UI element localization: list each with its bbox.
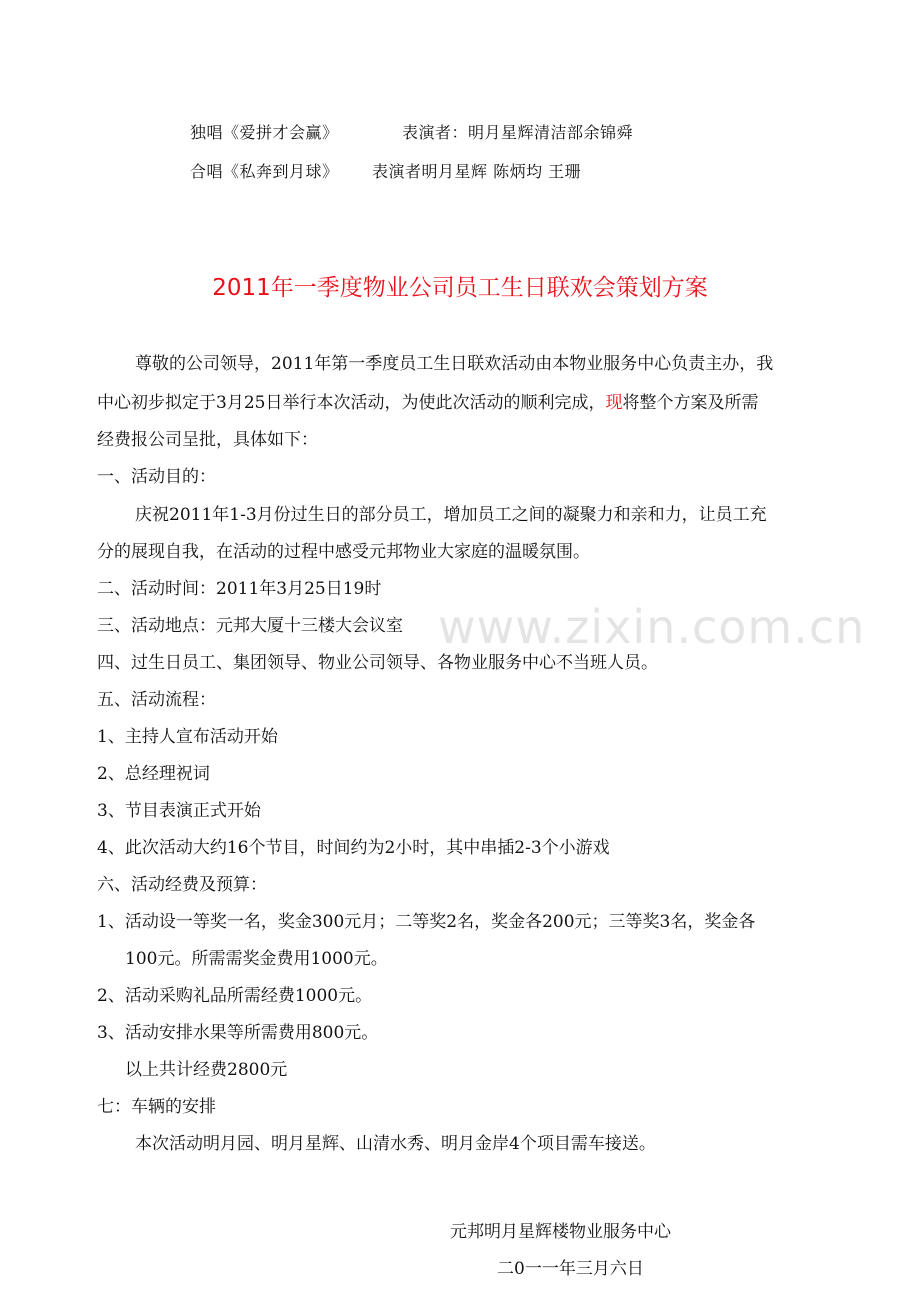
budget-item-1-line-1: 1、活动设一等奖一名，奖金300元月；二等奖2名，奖金各200元；三等奖3名，奖金各 (97, 912, 756, 932)
watermark: www.zixin.com.cn (438, 600, 866, 654)
section-attendees: 四、过生日员工、集团领导、物业公司领导、各物业服务中心不当班人员。 (97, 653, 658, 673)
section-time: 二、活动时间：2011年3月25日19时 (97, 579, 382, 599)
program-item-2-name: 合唱《私奔到月球》 (190, 162, 339, 181)
page-title: 2011年一季度物业公司员工生日联欢会策划方案 (212, 275, 708, 301)
section-flow-heading: 五、活动流程： (97, 690, 216, 710)
intro-line-1: 尊敬的公司领导，2011年第一季度员工生日联欢活动由本物业服务中心负责主办，我 (135, 354, 774, 374)
program-item-1-name: 独唱《爱拼才会赢》 (190, 123, 339, 142)
budget-total: 以上共计经费2800元 (125, 1060, 288, 1080)
program-item-1-performer: 表演者：明月星辉清洁部余锦舜 (402, 123, 634, 142)
intro-line-3: 经费报公司呈批，具体如下： (97, 430, 318, 450)
section-place: 三、活动地点：元邦大厦十三楼大会议室 (97, 616, 403, 636)
flow-item: 2、总经理祝词 (97, 764, 210, 784)
program-item-2-performer: 表演者明月星辉 陈炳均 王珊 (372, 162, 582, 181)
flow-item: 4、此次活动大约16个节目，时间约为2小时，其中串插2-3个小游戏 (97, 838, 610, 858)
purpose-line-2: 分的展现自我，在活动的过程中感受元邦物业大家庭的温暖氛围。 (97, 542, 590, 562)
budget-item-2: 2、活动采购礼品所需经费1000元。 (97, 986, 373, 1006)
intro-line-2-rest: 将整个方案及所需 (622, 393, 759, 413)
purpose-line-1: 庆祝2011年1-3月份过生日的部分员工，增加员工之间的凝聚力和亲和力，让员工充 (135, 505, 767, 525)
signature-org: 元邦明月星辉楼物业服务中心 (450, 1222, 671, 1242)
signature-date: 二0一一年三月六日 (497, 1259, 644, 1279)
intro-line-2-text: 中心初步拟定于3月25日举行本次活动，为使此次活动的顺利完成， (97, 393, 606, 413)
flow-item: 3、节目表演正式开始 (97, 801, 261, 821)
intro-highlight: 现 (605, 393, 623, 413)
section-vehicle-heading: 七：车辆的安排 (97, 1097, 216, 1117)
vehicle-text: 本次活动明月园、明月星辉、山清水秀、明月金岸4个项目需车接送。 (135, 1134, 656, 1154)
budget-item-3: 3、活动安排水果等所需费用800元。 (97, 1023, 379, 1043)
intro-line-2 (97, 391, 758, 415)
section-budget-heading: 六、活动经费及预算： (97, 875, 267, 895)
flow-item: 1、主持人宣布活动开始 (97, 727, 278, 747)
section-purpose-heading: 一、活动目的： (97, 467, 216, 487)
budget-item-1-line-2: 100元。所需需奖金费用1000元。 (125, 949, 388, 969)
